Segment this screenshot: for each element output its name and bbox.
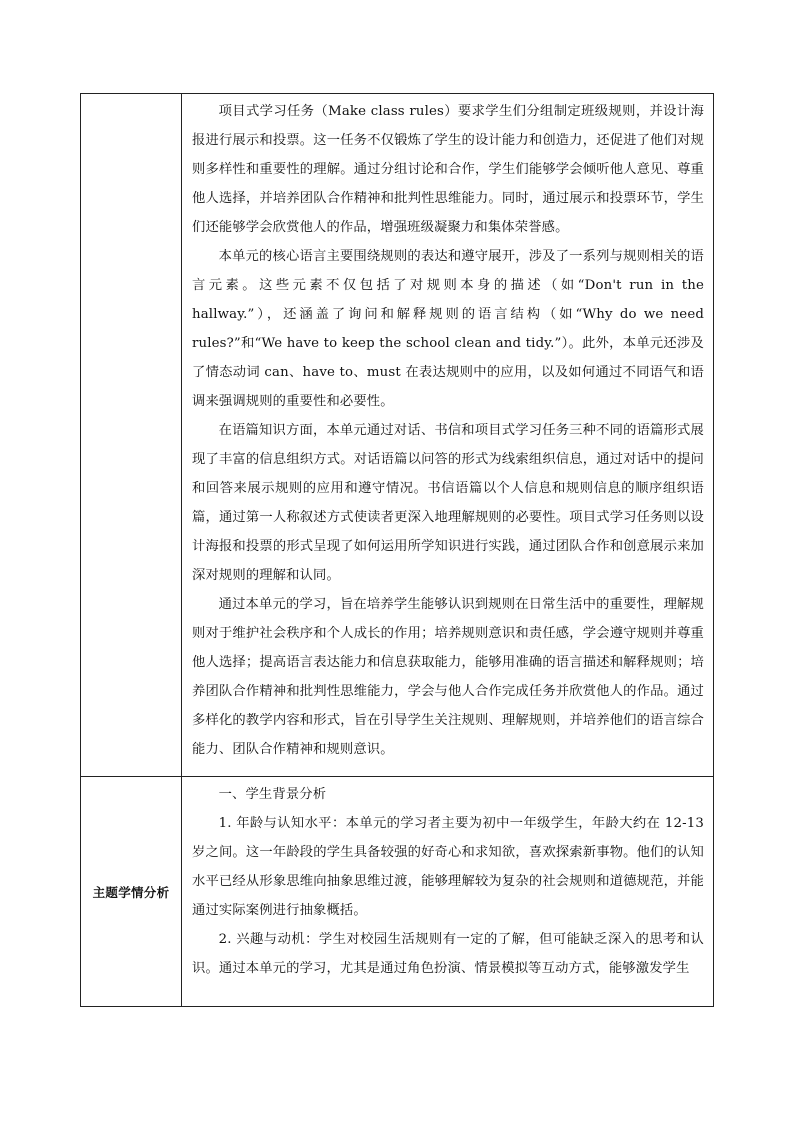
paragraph-project-task: 项目式学习任务（Make class rules）要求学生们分组制定班级规则，并设计海报进行展示和投票。这一任务不仅锻炼了学生的设计能力和创造力，还促进了他们对规则多样性和重要性的理解。通过分组讨论和合作，学生们能够学会倾听他人意见、尊重他人选择，并培养团队合作精神和批判性思维能力。同时，通过展示和投票环节，学生们还能够学会欣赏他人的作品，增强班级凝聚力和集体荣誉感。 — [192, 104, 704, 235]
paragraph-learning-goals: 通过本单元的学习，旨在培养学生能够认识到规则在日常生活中的重要性，理解规则对于维护社会秩序和个人成长的作用；培养规则意识和责任感，学会遵守规则并尊重他人选择；提高语言表达能力和信息获取能力，能够用准确的语言描述和解释规则；培养团队合作精神和批判性思维能力，学会与他人合作完成任务并欣赏他人的作品。通过多样化的教学内容和形式，旨在引导学生关注规则、理解规则，并培养他们的语言综合能力、团队合作精神和规则意识。 — [192, 597, 704, 757]
row-label-empty — [81, 94, 182, 777]
paragraph-interest-motivation: 2. 兴趣与动机：学生对校园生活规则有一定的了解，但可能缺乏深入的思考和认识。通过本单元的学习，尤其是通过角色扮演、情景模拟等互动方式，能够激发学生 — [192, 932, 704, 976]
paragraph-age-cognition: 1. 年龄与认知水平：本单元的学习者主要为初中一年级学生，年龄大约在 12-13 岁之间。这一年龄段的学生具备较强的好奇心和求知欲，喜欢探索新事物。他们的认知水平已经从形象思维向抽象思维过渡，能够理解较为复杂的社会规则和道德规范，并能通过实际案例进行抽象概括。 — [192, 816, 704, 918]
row-label-student-analysis: 主题学情分析 — [81, 777, 182, 1007]
paragraph-discourse-knowledge: 在语篇知识方面，本单元通过对话、书信和项目式学习任务三种不同的语篇形式展现了丰富的信息组织方式。对话语篇以问答的形式为线索组织信息，通过对话中的提问和回答来展示规则的应用和遵守情况。书信语篇以个人信息和规则信息的顺序组织语篇，通过第一人称叙述方式使读者更深入地理解规则的必要性。项目式学习任务则以设计海报和投票的形式呈现了如何运用所学知识进行实践，通过团队合作和创意展示来加深对规则的理解和认同。 — [192, 423, 704, 583]
lesson-plan-table — [80, 93, 714, 1007]
paragraph-core-language: 本单元的核心语言主要围绕规则的表达和遵守展开，涉及了一系列与规则相关的语言元素。这些元素不仅包括了对规则本身的描述（如“Don't run in the hallway.”），还涵盖了询问和解释规则的语言结构（如“Why do we need rules?”和“We have to keep the school clean and tidy.”）。此外，本单元还涉及了情态动词 can、have to、must 在表达规则中的应用，以及如何通过不同语气和语调来强调规则的重要性和必要性。 — [192, 249, 704, 409]
table-row-student-analysis — [81, 777, 714, 1007]
unit-content-cell — [182, 94, 714, 777]
section-heading-student-background: 一、学生背景分析 — [218, 787, 327, 802]
student-analysis-cell — [182, 777, 714, 1007]
table-row-unit-content — [81, 94, 714, 777]
